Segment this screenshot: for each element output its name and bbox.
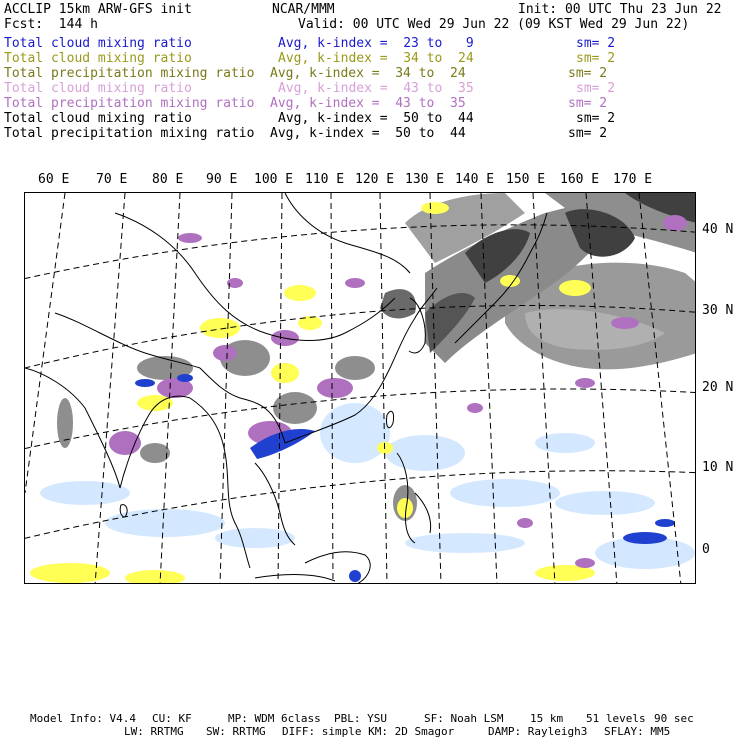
resolution: 15 km (530, 712, 564, 725)
lon-label: 60 E (38, 172, 70, 187)
map-panel (24, 192, 696, 584)
light-blue-cloud-field (40, 403, 695, 569)
legend-avg-5: Avg, k-index = 50 to 44 (278, 111, 474, 126)
valid-time: Valid: 00 UTC Wed 29 Jun 22 (09 KST Wed 29 Jun 22) (298, 17, 690, 32)
cu-scheme: CU: KF (152, 712, 192, 725)
init-time: Init: 00 UTC Thu 23 Jun 22 (518, 2, 722, 17)
lw-scheme: LW: RRTMG (124, 725, 184, 738)
gray-cloud-field (380, 193, 696, 369)
time-step: 90 sec (654, 712, 694, 725)
legend-sm-5: sm= 2 (576, 111, 616, 126)
sf-scheme: SF: Noah LSM (424, 712, 504, 725)
legend-avg-6: Avg, k-index = 50 to 44 (270, 126, 466, 141)
levels: 51 levels (586, 712, 646, 725)
lat-label: 30 N (702, 303, 734, 318)
mp-scheme: MP: WDM 6class (228, 712, 321, 725)
lon-label: 130 E (405, 172, 445, 187)
lon-label: 170 E (613, 172, 653, 187)
legend-avg-1: Avg, k-index = 34 to 24 (278, 51, 474, 66)
legend-avg-4: Avg, k-index = 43 to 35 (270, 96, 466, 111)
latitude-labels (700, 192, 740, 584)
lat-label: 0 (702, 542, 710, 557)
legend-sm-4: sm= 2 (568, 96, 608, 111)
sw-scheme: SW: RRTMG (206, 725, 266, 738)
forecast-hour: Fcst: 144 h (4, 17, 98, 32)
legend-field-3: Total cloud mixing ratio (4, 81, 192, 96)
pbl-scheme: PBL: YSU (334, 712, 387, 725)
lon-label: 140 E (455, 172, 495, 187)
legend-sm-0: sm= 2 (576, 36, 616, 51)
center-name: NCAR/MMM (272, 2, 335, 17)
legend-sm-1: sm= 2 (576, 51, 616, 66)
lon-label: 90 E (206, 172, 238, 187)
model-version: Model Info: V4.4 (30, 712, 136, 725)
lat-label: 40 N (702, 222, 734, 237)
model-title: ACCLIP 15km ARW-GFS init (4, 2, 192, 17)
legend-field-4: Total precipitation mixing ratio (4, 96, 255, 111)
lon-label: 70 E (96, 172, 128, 187)
legend-avg-3: Avg, k-index = 43 to 35 (278, 81, 474, 96)
legend-field-2: Total precipitation mixing ratio (4, 66, 255, 81)
lat-label: 10 N (702, 460, 734, 475)
legend-sm-6: sm= 2 (568, 126, 608, 141)
longitude-labels (0, 172, 740, 188)
map-canvas (25, 193, 696, 584)
damp-scheme: DAMP: Rayleigh3 (488, 725, 588, 738)
legend-sm-3: sm= 2 (576, 81, 616, 96)
legend-avg-0: Avg, k-index = 23 to 9 (278, 36, 474, 51)
lon-label: 80 E (152, 172, 184, 187)
legend-field-1: Total cloud mixing ratio (4, 51, 192, 66)
lon-label: 120 E (355, 172, 395, 187)
legend-field-6: Total precipitation mixing ratio (4, 126, 255, 141)
lat-label: 20 N (702, 380, 734, 395)
legend-avg-2: Avg, k-index = 34 to 24 (270, 66, 466, 81)
sflay-scheme: SFLAY: MM5 (604, 725, 671, 738)
blue-precip-patches (135, 374, 675, 582)
lon-label: 100 E (254, 172, 294, 187)
lon-label: 150 E (506, 172, 546, 187)
legend-field-5: Total cloud mixing ratio (4, 111, 192, 126)
lon-label: 160 E (560, 172, 600, 187)
diff-scheme: DIFF: simple KM: 2D Smagor (282, 725, 455, 738)
lon-label: 110 E (305, 172, 345, 187)
legend-sm-2: sm= 2 (568, 66, 608, 81)
legend-field-0: Total cloud mixing ratio (4, 36, 192, 51)
